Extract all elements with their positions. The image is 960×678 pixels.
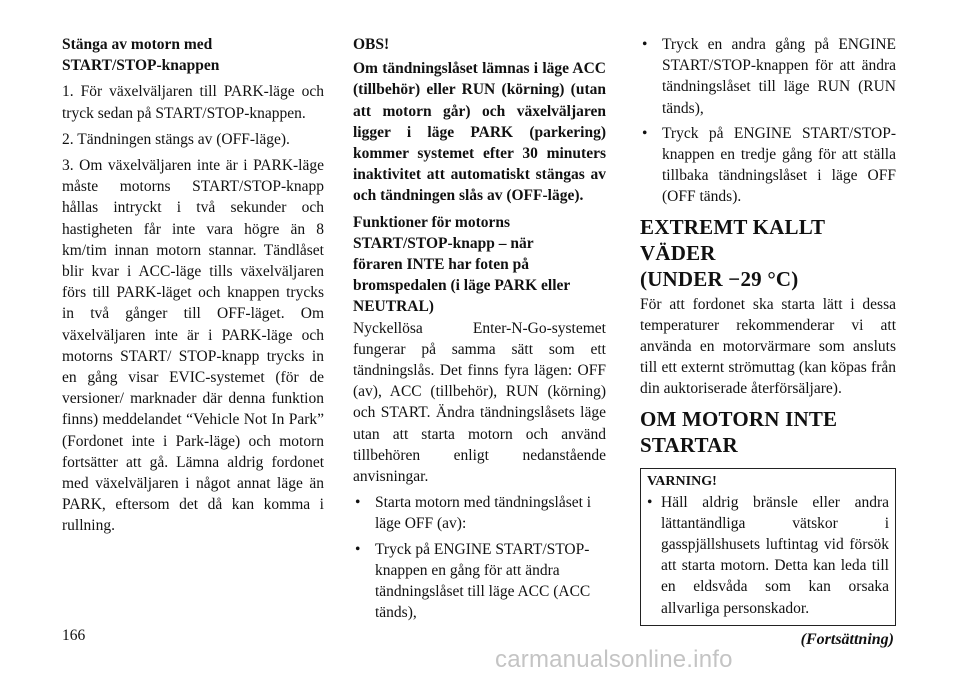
continued-label: (Fortsättning) bbox=[800, 630, 894, 648]
section-heading-extreme-cold bbox=[640, 214, 896, 292]
warning-title: VARNING! bbox=[647, 473, 717, 489]
step-1: 1. För växelväljaren till PARK-läge och tryck sedan på START/STOP-knappen. bbox=[62, 83, 324, 122]
section-heading-functions bbox=[353, 212, 606, 318]
section-heading-stop-engine bbox=[62, 34, 324, 76]
column-left bbox=[62, 34, 324, 537]
section-heading-engine-not-starting bbox=[640, 406, 896, 458]
heading-line: Stänga av motorn med bbox=[62, 36, 213, 53]
heading-line: NEUTRAL) bbox=[353, 298, 434, 316]
step-2: 2. Tändningen stängs av (OFF-läge). bbox=[62, 130, 290, 148]
watermark: carmanualsonline.info bbox=[495, 646, 733, 673]
extreme-cold-text: För att fordonet ska starta lätt i dessa temperaturer rekommenderar vi att använda en motorvärmare som ansluts till ett externt strömuttag (kan köpas från din auktoriserade återförsäljare). bbox=[640, 295, 896, 398]
list-item: • Tryck på ENGINE START/STOP-knappen en gång för att ändra tändningslåset till läge ACC (ACC tänds), bbox=[353, 539, 606, 624]
list-item: • Tryck på ENGINE START/STOP-knappen en tredje gång för att ställa tillbaka tändningslåset i läge OFF (OFF tänds). bbox=[640, 123, 896, 208]
heading-line: OM MOTORN INTE bbox=[640, 406, 838, 431]
heading-line: START/STOP-knapp – när bbox=[353, 234, 534, 252]
heading-line: STARTAR bbox=[640, 432, 738, 457]
page-number: 166 bbox=[62, 627, 86, 644]
heading-line: bromspedalen (i läge PARK eller bbox=[353, 277, 571, 295]
column-right bbox=[640, 34, 896, 650]
list-item: • Tryck en andra gång på ENGINE START/STOP-knappen för att ändra tändningslåset till läge RUN (RUN tänds), bbox=[640, 34, 896, 119]
heading-line: föraren INTE har foten på bbox=[353, 256, 529, 274]
list-item: • Starta motorn med tändningslåset i läge OFF (av): bbox=[353, 492, 606, 534]
warning-box bbox=[640, 468, 896, 626]
note-title: OBS! bbox=[353, 36, 390, 53]
column-middle bbox=[353, 34, 606, 627]
heading-line: START/STOP-knappen bbox=[62, 57, 220, 75]
warning-item: • Häll aldrig bränsle eller andra lättantändliga vätskor i gasspjällshusets luftintag vid försök att starta motorn. Detta kan leda till en eldsvåda som kan orsaka allvarliga personskador. bbox=[647, 492, 889, 619]
enter-n-go-text: Nyckellösa Enter-N-Go-systemet fungerar på samma sätt som ett tändningslås. Det finns fyra lägen: OFF (av), ACC (tillbehör), RUN (körning) och START. Ändra tändningslåsets läge utan att starta motorn och använd tillbehören enligt nedanstående anvisningar. bbox=[353, 319, 606, 486]
step-3: 3. Om växelväljaren inte är i PARK-läge måste motorns START/STOP-knapp hållas intryckt i två sekunder och hastigheten får inte vara högre än 8 km/tim innan motorn stannar. Tändlåset blir kvar i ACC-läge tills växelväljaren förs till PARK-läget och knappen trycks in två gånger till OFF-läget. Om växelväljaren inte är i PARK-läge och motorns START/ STOP-knapp trycks in en gång visar EVIC-systemet (för de versioner/ marknader där denna funktion finns) meddelandet “Vehicle Not In Park” (Fordonet inte i Park-läge) och motorn fortsätter att gå. Lämna aldrig fordonet med växelväljaren i något annat läge än PARK, eftersom det då kan komma i rullning. bbox=[62, 157, 324, 535]
note-text: Om tändningslåset lämnas i läge ACC (tillbehör) eller RUN (körning) (utan att motorn går) och växelväljaren ligger i läge PARK (parkering) kommer systemet efter 30 minuters inaktivitet att automatiskt stängas av och tändningen slås av (OFF-läge). bbox=[353, 60, 606, 205]
heading-line: EXTREMT KALLT VÄDER bbox=[640, 214, 825, 265]
ignition-steps-list-continued bbox=[640, 34, 896, 208]
warning-list bbox=[647, 492, 889, 619]
heading-line: (UNDER −29 °C) bbox=[640, 266, 799, 291]
ignition-steps-list bbox=[353, 492, 606, 623]
heading-line: Funktioner för motorns bbox=[353, 213, 511, 231]
